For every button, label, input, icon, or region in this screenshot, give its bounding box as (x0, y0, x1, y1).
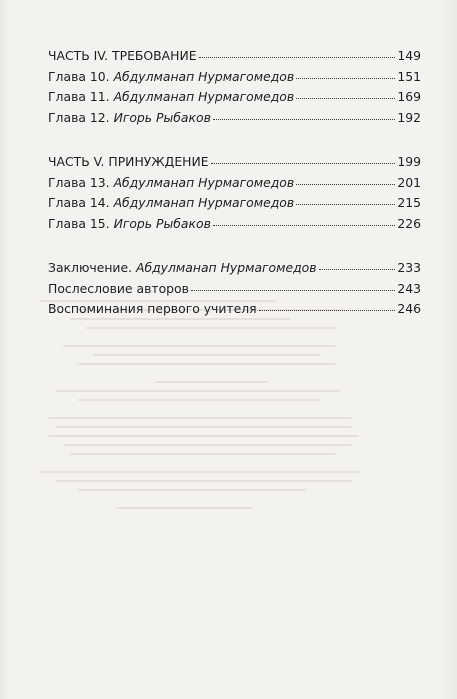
page-number: 243 (397, 280, 421, 296)
page-number: 149 (397, 48, 421, 63)
dot-leader (213, 118, 395, 120)
entry-prefix: Заключение. (48, 260, 136, 275)
page-number: 201 (397, 174, 421, 190)
entry-author: Абдулманап Нурмагомедов (135, 260, 317, 275)
page-number: 215 (397, 195, 421, 210)
toc-entry (48, 299, 421, 320)
entry-title (48, 299, 257, 320)
page-number: 151 (397, 68, 421, 84)
entry-author: Абдулманап Нурмагомедов (113, 195, 295, 210)
entry-prefix: Глава 14. (48, 195, 114, 210)
dot-leader (296, 97, 395, 99)
toc-entry (48, 46, 421, 67)
entry-author: Абдулманап Нурмагомедов (113, 174, 295, 190)
toc-entry (48, 279, 421, 300)
toc-section (48, 258, 421, 320)
dot-leader (296, 77, 395, 79)
entry-author: Абдулманап Нурмагомедов (113, 89, 295, 104)
entry-author: Игорь Рыбаков (113, 109, 211, 125)
entry-prefix: ЧАСТЬ IV. ТРЕБОВАНИЕ (48, 48, 197, 63)
entry-title (48, 87, 294, 108)
entry-prefix: Глава 13. (48, 174, 114, 190)
entry-prefix: Глава 12. (48, 109, 114, 125)
page-number: 169 (397, 89, 421, 104)
entry-author: Игорь Рыбаков (113, 215, 211, 231)
entry-title (48, 214, 211, 235)
entry-prefix: Глава 11. (48, 89, 114, 104)
toc-entry (48, 67, 421, 88)
dot-leader (259, 309, 396, 311)
toc-section (48, 46, 421, 128)
entry-prefix: Послесловие авторов (48, 280, 189, 296)
dot-leader (211, 162, 396, 164)
dot-leader (296, 203, 395, 205)
entry-title (48, 279, 189, 300)
entry-title (48, 108, 211, 129)
dot-leader (319, 268, 396, 270)
toc-entry (48, 152, 421, 173)
entry-title (48, 258, 317, 279)
page-number: 199 (397, 154, 421, 169)
toc-entry (48, 108, 421, 129)
page-number: 246 (397, 301, 421, 316)
entry-title (48, 193, 294, 214)
entry-prefix: Глава 10. (48, 68, 114, 84)
toc-entry (48, 87, 421, 108)
entry-author: Абдулманап Нурмагомедов (113, 68, 295, 84)
dot-leader (296, 183, 395, 185)
toc-entry (48, 214, 421, 235)
page-number: 233 (397, 260, 421, 275)
table-of-contents (48, 46, 421, 344)
page-number: 192 (397, 109, 421, 125)
entry-title (48, 46, 197, 67)
page-number: 226 (397, 215, 421, 231)
entry-title (48, 67, 294, 88)
dot-leader (191, 289, 395, 291)
toc-entry (48, 193, 421, 214)
toc-section (48, 152, 421, 234)
entry-prefix: ЧАСТЬ V. ПРИНУЖДЕНИЕ (48, 154, 209, 169)
entry-title (48, 173, 294, 194)
dot-leader (213, 224, 395, 226)
toc-entry (48, 258, 421, 279)
dot-leader (199, 56, 396, 58)
entry-prefix: Воспоминания первого учителя (48, 301, 257, 316)
entry-title (48, 152, 209, 173)
toc-entry (48, 173, 421, 194)
entry-prefix: Глава 15. (48, 215, 114, 231)
